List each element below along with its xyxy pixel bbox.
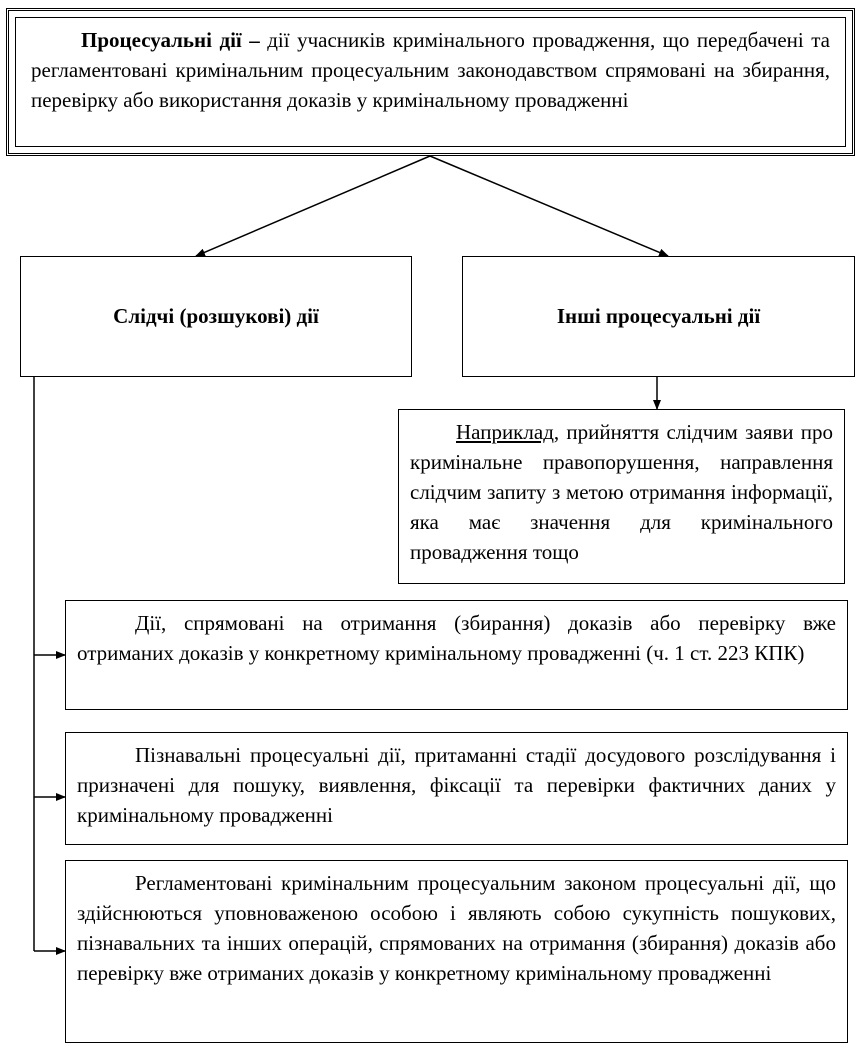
definition-item-1 xyxy=(65,600,848,710)
investigative-actions-label: Слідчі (розшукові) дії xyxy=(113,304,319,328)
arrow-to-investigative xyxy=(196,156,430,256)
definition-item-2 xyxy=(65,732,848,845)
example-paragraph xyxy=(410,417,833,567)
definition-item-text: Пізнавальні процесуальні дії, притаманні стадії досудового розслідування і призначені для пошуку, виявлення, фіксації та перевірки фактичних даних у кримінальному провадженні xyxy=(77,743,836,827)
arrow-to-other xyxy=(430,156,668,256)
definition-paragraph xyxy=(31,25,830,115)
example-box xyxy=(398,409,845,584)
example-lead: Наприклад xyxy=(456,420,554,444)
other-actions-label: Інші процесуальні дії xyxy=(556,304,761,328)
investigative-actions-box xyxy=(20,256,412,377)
definition-item-text: Дії, спрямовані на отримання (збирання) доказів або перевірку вже отриманих доказів у конкретному кримінальному провадженні (ч. 1 ст. 223 КПК) xyxy=(77,611,836,665)
definition-item-text: Регламентовані кримінальним процесуальним законом процесуальні дії, що здійснюються уповноваженою особою і являють собою сукупність пошукових, пізнавальних та інших операцій, спрямованих на отримання (збирання) доказів або перевірку вже отриманих доказів у конкретному кримінальному провадженні xyxy=(77,871,836,985)
definition-box xyxy=(6,8,855,156)
other-actions-box xyxy=(462,256,855,377)
example-text: , прийняття слідчим заяви про кримінальне правопорушення, направлення слідчим запиту з метою отримання інформації, яка має значення для кримінального провадження тощо xyxy=(410,420,833,564)
definition-term: Процесуальні дії – xyxy=(81,28,260,52)
definition-item-3 xyxy=(65,860,848,1043)
definition-text: дії учасників кримінального провадження, що передбачені та регламентовані кримінальним процесуальним законодавством спрямовані на збирання, перевірку або використання доказів у кримінальному провадженні xyxy=(31,28,830,112)
